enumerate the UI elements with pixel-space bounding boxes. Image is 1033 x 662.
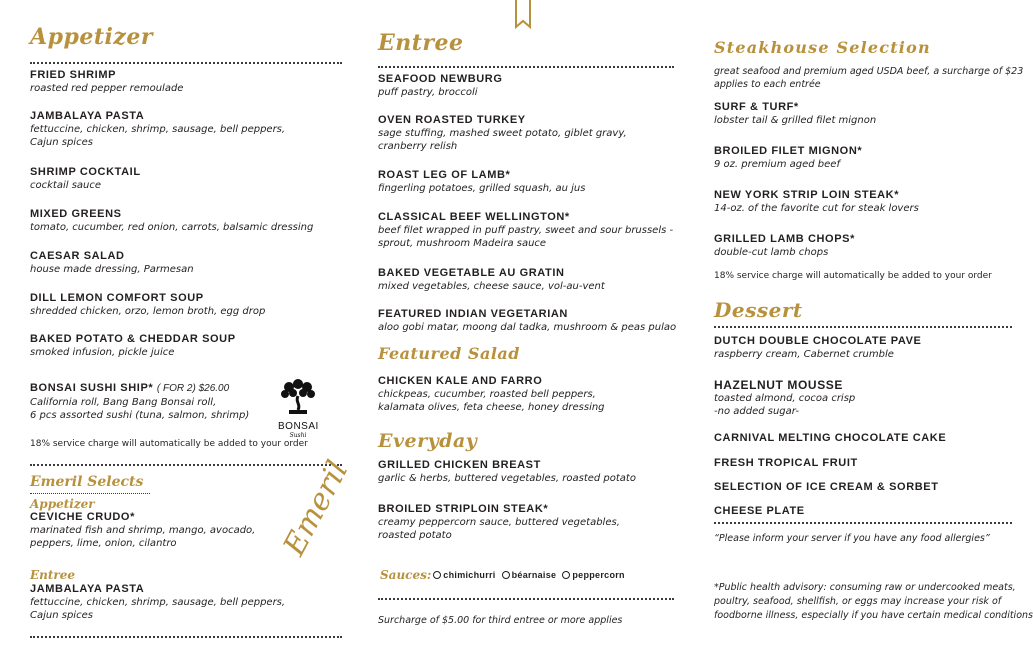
item-name: FRESH TROPICAL FRUIT xyxy=(714,457,858,469)
item-desc: aloo gobi matar, moong dal tadka, mushroom & peas pulao xyxy=(378,322,677,333)
item-name: DILL LEMON COMFORT SOUP xyxy=(30,292,204,304)
item-desc: tomato, cucumber, red onion, carrots, balsamic dressing xyxy=(30,222,314,233)
item-name: CHEESE PLATE xyxy=(714,505,805,517)
menu-item xyxy=(378,72,503,99)
divider xyxy=(30,464,342,466)
menu-item xyxy=(30,207,313,234)
item-desc: smoked infusion, pickle juice xyxy=(30,347,175,358)
item-desc: fettuccine, chicken, shrimp, sausage, bell peppers, xyxy=(30,597,286,608)
emeril-appetizer-label: Appetizer xyxy=(30,497,95,511)
item-name: BROILED FILET MIGNON* xyxy=(714,145,863,157)
emeril-signature xyxy=(266,455,356,562)
service-note: 18% service charge will automatically be added to your order xyxy=(714,271,992,281)
item-desc: cranberry relish xyxy=(378,141,458,152)
menu-item xyxy=(378,458,636,485)
menu-item xyxy=(378,266,605,293)
menu-item xyxy=(30,291,265,318)
item-name: FRIED SHRIMP xyxy=(30,69,117,81)
item-desc: 6 pcs assorted sushi (tuna, salmon, shrimp) xyxy=(30,410,250,421)
menu-item xyxy=(714,188,919,215)
health-advisory: poultry, seafood, shellfish, or eggs may increase your risk of xyxy=(714,596,1002,607)
service-note: 18% service charge will automatically be added to your order xyxy=(30,439,308,449)
menu-item xyxy=(30,249,194,276)
item-desc: chickpeas, cucumber, roasted bell peppers, xyxy=(378,389,596,400)
menu-item xyxy=(714,504,805,518)
emeril-title: Emeril Selects xyxy=(30,474,144,490)
item-name: GRILLED CHICKEN BREAST xyxy=(378,459,541,471)
sauce-option[interactable]: béarnaise xyxy=(502,568,557,582)
menu-item xyxy=(30,109,285,149)
sushi-item xyxy=(30,381,249,422)
menu-item xyxy=(714,232,855,259)
item-name: ROAST LEG OF LAMB* xyxy=(378,169,511,181)
item-desc: creamy peppercorn sauce, buttered vegetables, xyxy=(378,517,620,528)
radio-icon xyxy=(562,571,570,579)
menu-item xyxy=(30,582,285,622)
menu-item xyxy=(30,510,255,550)
menu-item xyxy=(378,210,673,250)
bookmark-icon xyxy=(514,0,532,30)
bonsai-logo-text: BONSAI xyxy=(278,421,319,432)
item-name: BONSAI SUSHI SHIP* xyxy=(30,382,154,394)
item-name: DUTCH DOUBLE CHOCOLATE PAVE xyxy=(714,335,922,347)
steakhouse-intro: applies to each entrée xyxy=(714,79,821,90)
item-name: JAMBALAYA PASTA xyxy=(30,110,145,122)
item-desc: sprout, mushroom Madeira sauce xyxy=(378,238,547,249)
item-price: ( FOR 2) $26.00 xyxy=(156,383,230,394)
svg-text:Emeril: Emeril xyxy=(276,455,356,562)
divider xyxy=(30,636,342,638)
item-name: SELECTION OF ICE CREAM & SORBET xyxy=(714,481,939,493)
item-name: SEAFOOD NEWBURG xyxy=(378,73,503,85)
item-desc: raspberry cream, Cabernet crumble xyxy=(714,349,894,360)
dessert-title: Dessert xyxy=(714,298,803,322)
entree-title: Entree xyxy=(378,30,464,56)
bonsai-tree-icon xyxy=(278,376,318,416)
item-desc: lobster tail & grilled filet mignon xyxy=(714,115,877,126)
item-name: CHICKEN KALE AND FARRO xyxy=(378,375,543,387)
item-name: CEVICHE CRUDO* xyxy=(30,511,135,523)
allergy-note: “Please inform your server if you have any food allergies” xyxy=(714,533,990,544)
divider xyxy=(714,522,1012,524)
sauce-option[interactable]: peppercorn xyxy=(562,568,625,582)
menu-item xyxy=(714,334,921,361)
item-desc: Cajun spices xyxy=(30,610,93,621)
steakhouse-intro: great seafood and premium aged USDA beef, a surcharge of $23 xyxy=(714,66,1024,77)
item-name: CAESAR SALAD xyxy=(30,250,125,262)
item-desc: puff pastry, broccoli xyxy=(378,87,478,98)
appetizer-title: Appetizer xyxy=(30,24,153,50)
menu-item xyxy=(714,378,855,418)
item-desc: cocktail sauce xyxy=(30,180,102,191)
item-desc: double-cut lamb chops xyxy=(714,247,829,258)
item-desc: marinated fish and shrimp, mango, avocado, xyxy=(30,525,256,536)
item-name: JAMBALAYA PASTA xyxy=(30,583,145,595)
item-name: BAKED VEGETABLE AU GRATIN xyxy=(378,267,565,279)
steakhouse-title: Steakhouse Selection xyxy=(714,38,931,57)
menu-item xyxy=(714,431,946,445)
emeril-entree-label: Entree xyxy=(30,568,76,582)
menu-item xyxy=(714,100,876,127)
menu-item xyxy=(30,68,183,95)
divider xyxy=(378,598,674,600)
item-name: CARNIVAL MELTING CHOCOLATE CAKE xyxy=(714,432,947,444)
item-name: OVEN ROASTED TURKEY xyxy=(378,114,526,126)
menu-item xyxy=(714,456,858,470)
item-desc: house made dressing, Parmesan xyxy=(30,264,194,275)
radio-icon xyxy=(433,571,441,579)
item-name: NEW YORK STRIP LOIN STEAK* xyxy=(714,189,900,201)
item-desc: fingerling potatoes, grilled squash, au jus xyxy=(378,183,586,194)
item-name: SHRIMP COCKTAIL xyxy=(30,166,141,178)
item-desc: roasted potato xyxy=(378,530,452,541)
item-desc: peppers, lime, onion, cilantro xyxy=(30,538,177,549)
everyday-title: Everyday xyxy=(378,430,478,452)
menu-item xyxy=(378,307,676,334)
menu-item xyxy=(30,165,141,192)
divider xyxy=(714,326,1012,328)
item-name: FEATURED INDIAN VEGETARIAN xyxy=(378,308,568,320)
item-name: HAZELNUT MOUSSE xyxy=(714,378,843,392)
bonsai-logo-sub: Sushi xyxy=(289,432,307,439)
radio-icon xyxy=(502,571,510,579)
menu-item xyxy=(714,480,939,494)
item-desc: California roll, Bang Bang Bonsai roll, xyxy=(30,397,217,408)
item-desc: garlic & herbs, buttered vegetables, roasted potato xyxy=(378,473,636,484)
featured-salad-title: Featured Salad xyxy=(378,344,520,363)
item-name: BAKED POTATO & CHEDDAR SOUP xyxy=(30,333,236,345)
item-desc: toasted almond, cocoa crisp xyxy=(714,393,856,404)
item-desc: roasted red pepper remoulade xyxy=(30,83,184,94)
item-desc: -no added sugar- xyxy=(714,406,799,417)
item-desc: mixed vegetables, cheese sauce, vol-au-vent xyxy=(378,281,605,292)
sauces-row xyxy=(380,568,625,582)
bonsai-logo xyxy=(278,376,318,440)
health-advisory: *Public health advisory: consuming raw or undercooked meats, xyxy=(714,582,1016,593)
health-advisory: foodborne illness, especially if you have certain medical conditions xyxy=(714,610,1033,621)
item-desc: Cajun spices xyxy=(30,137,93,148)
item-desc: beef filet wrapped in puff pastry, sweet and sour brussels - xyxy=(378,225,674,236)
menu-item xyxy=(714,144,862,171)
item-name: MIXED GREENS xyxy=(30,208,122,220)
item-desc: shredded chicken, orzo, lemon broth, egg drop xyxy=(30,306,266,317)
divider xyxy=(30,493,150,494)
item-name: BROILED STRIPLOIN STEAK* xyxy=(378,503,549,515)
divider xyxy=(30,62,342,64)
surcharge-note: Surcharge of $5.00 for third entree or more applies xyxy=(378,615,623,626)
item-desc: fettuccine, chicken, shrimp, sausage, bell peppers, xyxy=(30,124,286,135)
item-name: GRILLED LAMB CHOPS* xyxy=(714,233,855,245)
menu-item xyxy=(378,374,605,414)
item-name: SURF & TURF* xyxy=(714,101,799,113)
item-desc: 9 oz. premium aged beef xyxy=(714,159,840,170)
item-desc: sage stuffing, mashed sweet potato, giblet gravy, xyxy=(378,128,627,139)
item-desc: 14-oz. of the favorite cut for steak lovers xyxy=(714,203,919,214)
menu-item xyxy=(378,113,627,153)
divider xyxy=(378,66,674,68)
sauces-label: Sauces: xyxy=(380,568,432,582)
menu-item xyxy=(378,168,585,195)
sauce-option[interactable]: chimichurri xyxy=(433,568,495,582)
menu-item xyxy=(378,502,620,542)
item-name: CLASSICAL BEEF WELLINGTON* xyxy=(378,211,570,223)
item-desc: kalamata olives, feta cheese, honey dressing xyxy=(378,402,605,413)
menu-item xyxy=(30,332,236,359)
